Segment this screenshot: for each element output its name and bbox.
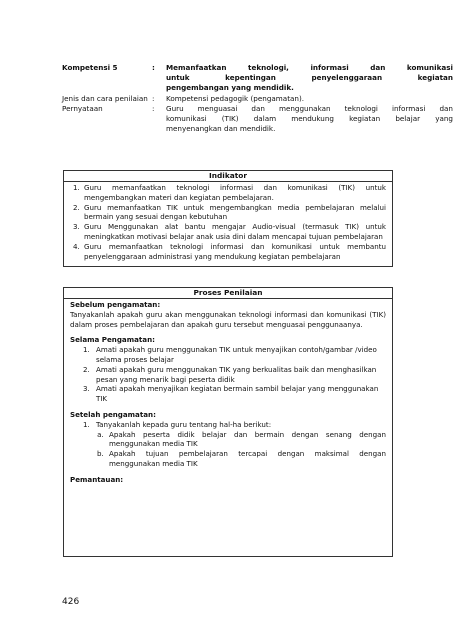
kompetensi-row	[62, 63, 453, 93]
proses-box	[63, 287, 393, 557]
jenis-row	[62, 94, 392, 104]
selama-item: 2. Amati apakah guru menggunakan TIK yang berkualitas baik dan menghasilkan pesan yang menarik bagi peserta didik	[92, 365, 386, 385]
kompetensi-line: pengembangan yang mendidik.	[166, 82, 294, 92]
selama-item: 1. Amati apakah guru menggunakan TIK untuk menyajikan contoh/gambar /video selama proses belajar	[92, 345, 386, 365]
pernyataan-value	[166, 104, 453, 133]
pernyataan-row	[62, 104, 453, 134]
proses-title: Proses Penilaian	[64, 288, 392, 299]
pernyataan-colon: :	[152, 104, 155, 113]
kompetensi-line: Memanfaatkan teknologi, informasi dan komunikasi	[166, 63, 453, 72]
page-number: 426	[62, 597, 80, 607]
setelah-heading: Setelah pengamatan:	[70, 409, 156, 419]
setelah-item	[92, 420, 386, 430]
proses-content	[64, 299, 392, 485]
jenis-label: Jenis dan cara penilaian	[62, 94, 148, 103]
jenis-value: Kompetensi pedagogik (pengamatan).	[166, 94, 305, 103]
indikator-item: 4. Guru memanfaatkan teknologi informasi dan komunikasi untuk membantu penyelenggaraan administrasi yang mendukung kegiatan pembelajaran	[82, 242, 386, 262]
pemantauan-heading: Pemantauan:	[70, 474, 124, 484]
kompetensi-colon: :	[152, 63, 155, 72]
indikator-item: 3. Guru Menggunakan alat bantu mengajar Audio-visual (termasuk TIK) untuk meningkatkan motivasi belajar anak usia dini dalam mencapai tujuan pembelajaran	[82, 222, 386, 242]
kompetensi-label: Kompetensi 5	[62, 63, 118, 72]
pernyataan-line: menyenangkan dan mendidik.	[166, 123, 276, 133]
setelah-subitem: a. Apakah peserta didik belajar dan bermain dengan senang dengan menggunakan media TIK	[106, 430, 386, 450]
indikator-title: Indikator	[64, 171, 392, 182]
kompetensi-value	[166, 63, 453, 92]
pernyataan-line: Guru menguasai dan menggunakan teknologi informasi dan	[166, 104, 453, 113]
selama-list	[70, 345, 386, 404]
setelah-subitem: b. Apakah tujuan pembelajaran tercapai dengan maksimal dengan menggunakan media TIK	[106, 449, 386, 469]
sebelum-text: Tanyakanlah apakah guru akan menggunakan teknologi informasi dan komunikasi (TIK) dalam proses pembelajaran dan apakah guru tersebut menguasai penggunaanya.	[70, 309, 386, 329]
indikator-box	[63, 170, 393, 267]
pernyataan-label: Pernyataan	[62, 104, 103, 113]
pernyataan-line: komunikasi (TIK) dalam mendukung kegiatan belajar yang	[166, 113, 453, 123]
indikator-item: 2. Guru memanfaatkan TIK untuk mengembangkan media pembelajaran melalui bermain yang sesuai dengan kebutuhan	[82, 203, 386, 223]
sebelum-heading: Sebelum pengamatan:	[70, 300, 161, 309]
jenis-colon: :	[152, 94, 155, 103]
kompetensi-line: untuk kepentingan penyelenggaraan kegiatan	[166, 72, 453, 82]
setelah-list	[70, 420, 386, 430]
selama-item: 3. Amati apakah menyajikan kegiatan bermain sambil belajar yang menggunakan TIK	[92, 384, 386, 404]
setelah-item-text: Tanyakanlah kepada guru tentang hal-ha berikut:	[96, 419, 272, 429]
setelah-sublist	[70, 430, 386, 469]
indikator-item: 1. Guru memanfaatkan teknologi informasi dan komunikasi (TIK) untuk mengembangkan materi dan kegiatan pembelajaran.	[82, 183, 386, 203]
selama-heading: Selama Pengamatan:	[70, 335, 155, 345]
indikator-list	[64, 182, 392, 261]
